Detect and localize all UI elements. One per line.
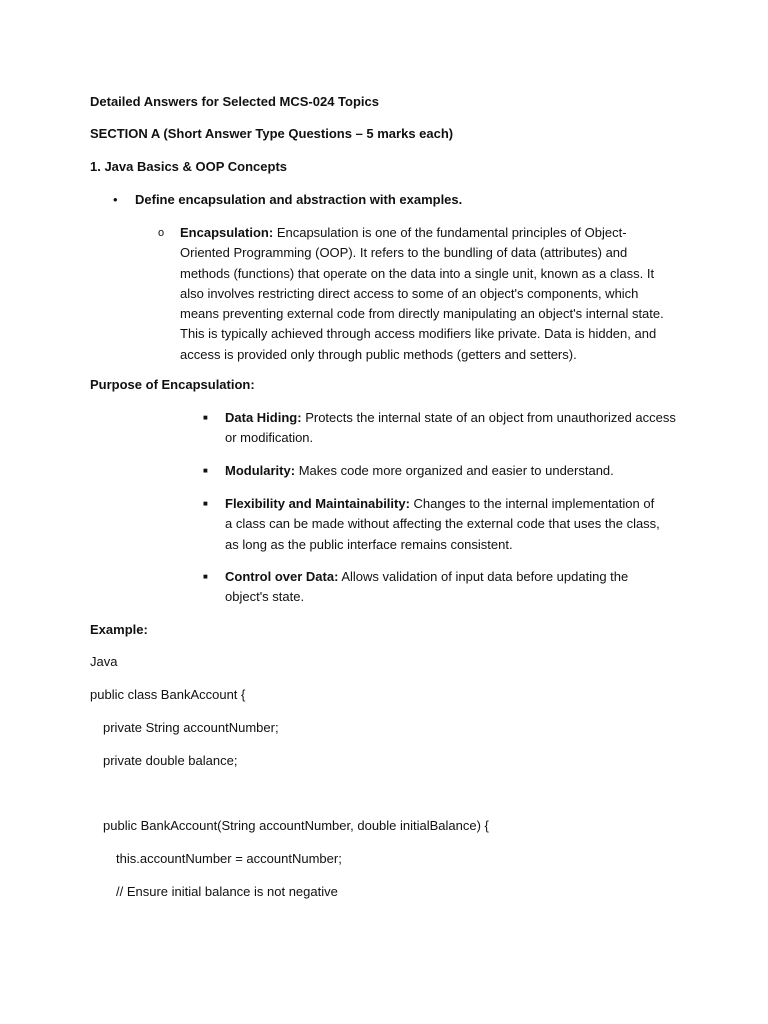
bullet-dot-icon: • — [113, 192, 118, 207]
example-heading: Example: — [90, 622, 148, 637]
purpose-item — [225, 408, 685, 449]
purpose-text: Changes to the internal implementation of a class can be made without affecting the external code that uses the class, as long as the public interface remains consistent. — [225, 496, 660, 552]
code-line: private double balance; — [103, 753, 238, 768]
bullet-square-icon: ■ — [203, 413, 208, 422]
encapsulation-text: Encapsulation is one of the fundamental principles of Object-Oriented Programming (OOP). It refers to the bundling of data (attributes) and methods (functions) that operate on the data into a single unit, known as a class. It also involves restricting direct access to some of an object's components, which means preventing external code from directly manipulating an object's internal state. This is typically achieved through access modifiers like private. Data is hidden, and access is provided only through public methods (getters and setters). — [180, 225, 664, 362]
bullet-circle-icon: o — [158, 227, 165, 239]
code-line: public class BankAccount { — [90, 687, 246, 702]
code-line: private String accountNumber; — [103, 720, 279, 735]
document-title: Detailed Answers for Selected MCS-024 Topics — [90, 94, 379, 109]
purpose-text: Makes code more organized and easier to understand. — [298, 463, 614, 478]
topic-heading: 1. Java Basics & OOP Concepts — [90, 159, 288, 174]
purpose-item — [225, 494, 665, 555]
purpose-text: Protects the internal state of an object from unauthorized access or modification. — [225, 410, 676, 446]
bullet-square-icon: ■ — [203, 572, 208, 581]
question-text: Define encapsulation and abstraction with examples. — [135, 192, 463, 207]
purpose-term: Data Hiding: — [225, 410, 302, 425]
code-line: this.accountNumber = accountNumber; — [116, 851, 342, 866]
bullet-square-icon: ■ — [203, 499, 208, 508]
purpose-item — [225, 461, 685, 481]
code-line: public BankAccount(String accountNumber, double initialBalance) { — [103, 818, 489, 833]
code-line: // Ensure initial balance is not negative — [116, 884, 338, 899]
purpose-term: Flexibility and Maintainability: — [225, 496, 410, 511]
purpose-item — [225, 567, 675, 608]
encapsulation-paragraph — [180, 223, 670, 365]
purpose-term: Control over Data: — [225, 569, 339, 584]
purpose-heading: Purpose of Encapsulation: — [90, 377, 255, 392]
purpose-text: Allows validation of input data before updating the object's state. — [225, 569, 629, 605]
code-language-label: Java — [90, 654, 118, 669]
section-heading: SECTION A (Short Answer Type Questions – 5 marks each) — [90, 126, 454, 141]
bullet-square-icon: ■ — [203, 466, 208, 475]
purpose-term: Modularity: — [225, 463, 296, 478]
encapsulation-term: Encapsulation: — [180, 225, 274, 240]
